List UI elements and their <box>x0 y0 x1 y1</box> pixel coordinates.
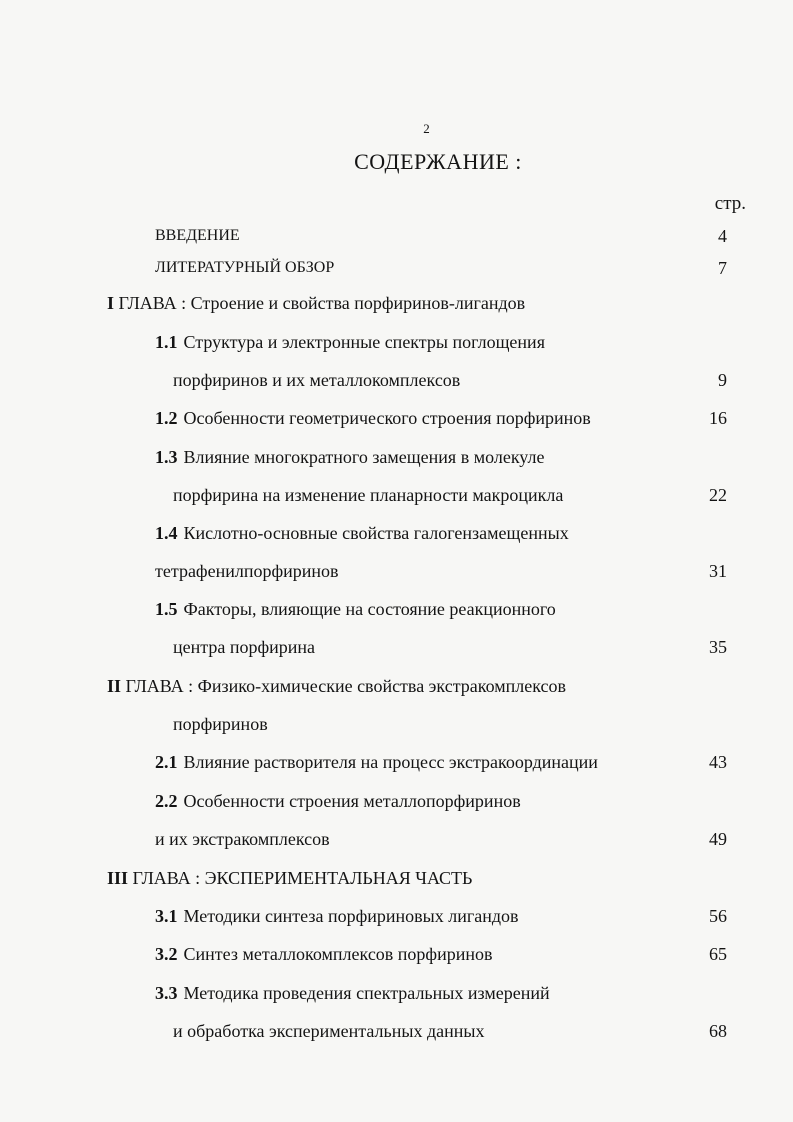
toc-entry-page: 68 <box>709 1021 727 1041</box>
toc-chapter-number: II <box>107 676 122 696</box>
toc-entry-text <box>155 328 545 356</box>
toc-entry-page: 31 <box>709 561 727 581</box>
toc-entry-number: 3.2 <box>155 944 178 964</box>
toc-entry-number: 2.1 <box>155 752 178 772</box>
toc-chapter-text <box>107 289 525 317</box>
toc-entry-text <box>155 940 493 968</box>
toc-chapter-text <box>107 672 566 700</box>
toc-entry-page: 65 <box>709 944 727 964</box>
toc-entry <box>0 595 793 623</box>
toc-entry <box>0 254 793 282</box>
toc-entry-title: Особенности строения металлопорфиринов <box>183 791 521 811</box>
toc-entry <box>0 633 793 661</box>
toc-entry-text <box>155 404 591 432</box>
toc-entry-title: Синтез металлокомплексов порфиринов <box>183 944 493 964</box>
toc-entry-number: 3.3 <box>155 983 178 1003</box>
toc-entry-number: 1.5 <box>155 599 178 619</box>
toc-entry-text: ЛИТЕРАТУРНЫЙ ОБЗОР <box>155 259 335 276</box>
toc-entry <box>0 787 793 815</box>
toc-entry <box>0 710 793 738</box>
toc-entry <box>0 443 793 471</box>
toc-entry-text: и их экстракомплексов <box>155 829 330 849</box>
toc-entry-title: Структура и электронные спектры поглощения <box>183 332 545 352</box>
toc-entry-page: 4 <box>718 226 727 246</box>
toc-entry <box>0 366 793 394</box>
toc-entry-number: 1.1 <box>155 332 178 352</box>
toc-entry-title: Влияние многократного замещения в молекуле <box>183 447 545 467</box>
page-number: 2 <box>423 121 430 136</box>
toc-entry-text <box>155 787 521 815</box>
toc-entry <box>0 519 793 547</box>
toc-entry-title: Кислотно-основные свойства галогензамещенных <box>183 523 569 543</box>
toc-entry <box>0 404 793 432</box>
toc-entry-page: 43 <box>709 752 727 772</box>
toc-entry <box>0 222 793 250</box>
toc-entry <box>0 940 793 968</box>
toc-entry-text <box>155 748 598 776</box>
toc-entry-title: Особенности геометрического строения порфиринов <box>183 408 591 428</box>
toc-entry-number: 1.2 <box>155 408 178 428</box>
toc-chapter <box>0 289 793 317</box>
toc-entry-title: Факторы, влияющие на состояние реакционного <box>183 599 556 619</box>
toc-entry-text <box>155 595 556 623</box>
toc-entry <box>0 748 793 776</box>
toc-entry-text <box>155 979 550 1007</box>
toc-entry-text: порфиринов и их металлокомплексов <box>173 370 461 390</box>
toc-entry-title: Методика проведения спектральных измерений <box>183 983 550 1003</box>
toc-entry-page: 16 <box>709 408 727 428</box>
toc-entry-page: 56 <box>709 906 727 926</box>
toc-chapter-title: ГЛАВА : Физико-химические свойства экстракомплексов <box>121 676 567 696</box>
toc-entry-text: центра порфирина <box>173 637 316 657</box>
toc-entry <box>0 328 793 356</box>
toc-entry-text <box>155 902 519 930</box>
toc-entry <box>0 1017 793 1045</box>
toc-entry-title: Влияние растворителя на процесс экстракоординации <box>183 752 598 772</box>
toc-entry-page: 9 <box>718 370 727 390</box>
toc-entry-text: порфиринов <box>173 714 268 734</box>
toc-entry-text: ВВЕДЕНИЕ <box>155 227 240 244</box>
toc-entry-number: 2.2 <box>155 791 178 811</box>
toc-entry-number: 1.4 <box>155 523 178 543</box>
toc-entry-text: тетрафенилпорфиринов <box>155 561 339 581</box>
page-column-label: стр. <box>714 193 746 214</box>
toc-entry <box>0 979 793 1007</box>
toc-entry <box>0 825 793 853</box>
toc-entry-page: 49 <box>709 829 727 849</box>
toc-entry-text: порфирина на изменение планарности макроцикла <box>173 485 564 505</box>
toc-chapter-title: ГЛАВА : ЭКСПЕРИМЕНТАЛЬНАЯ ЧАСТЬ <box>128 868 473 888</box>
toc-chapter-number: I <box>107 293 115 313</box>
toc-entry-number: 3.1 <box>155 906 178 926</box>
toc-entry <box>0 481 793 509</box>
toc-entry-page: 7 <box>718 258 727 278</box>
toc-chapter <box>0 864 793 892</box>
toc-entry-page: 22 <box>709 485 727 505</box>
toc-entry-page: 35 <box>709 637 727 657</box>
page-title: СОДЕРЖАНИЕ : <box>354 149 522 174</box>
toc-chapter-number: III <box>107 868 129 888</box>
toc-entry-title: Методики синтеза порфириновых лигандов <box>183 906 519 926</box>
toc-chapter-text <box>107 864 472 892</box>
toc-chapter <box>0 672 793 700</box>
toc-entry-text <box>155 443 544 471</box>
toc-entry-text: и обработка экспериментальных данных <box>173 1021 485 1041</box>
toc-chapter-title: ГЛАВА : Строение и свойства порфиринов-лигандов <box>114 293 526 313</box>
toc-entry-text <box>155 519 569 547</box>
toc-entry <box>0 902 793 930</box>
toc-entry <box>0 557 793 585</box>
toc-entry-number: 1.3 <box>155 447 178 467</box>
